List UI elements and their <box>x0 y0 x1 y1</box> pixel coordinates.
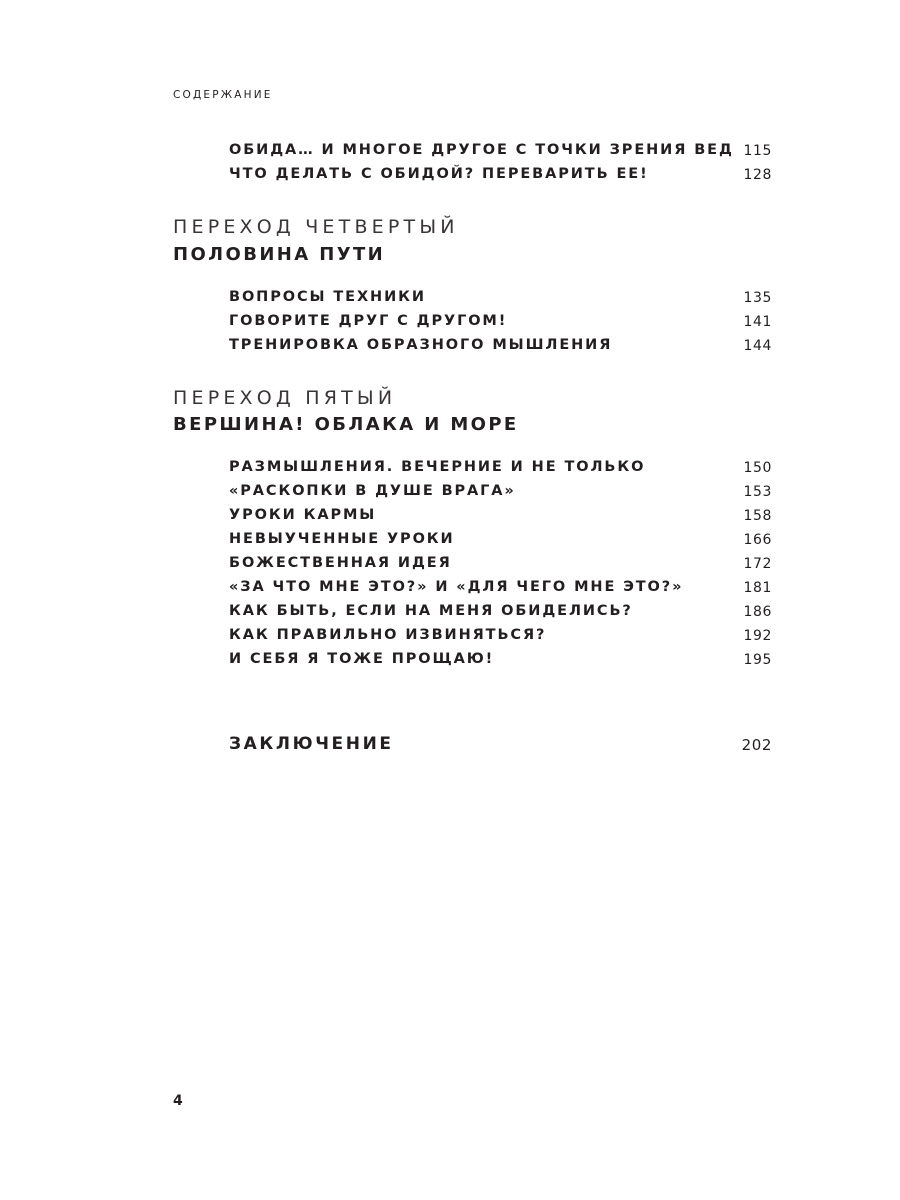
toc-group-part5 <box>0 459 900 675</box>
toc-entry-title: РАЗМЫШЛЕНИЯ. ВЕЧЕРНИЕ И НЕ ТОЛЬКО <box>229 459 646 475</box>
toc-entry <box>0 483 900 507</box>
toc-entry <box>0 603 900 627</box>
part-label: ПЕРЕХОД ЧЕТВЕРТЫЙ <box>173 216 459 238</box>
toc-group-top <box>0 142 900 190</box>
toc-entry-page: 135 <box>743 290 772 306</box>
toc-entry <box>0 166 900 190</box>
toc-entry-title: ЗАКЛЮЧЕНИЕ <box>229 734 394 754</box>
toc-entry-page: 192 <box>743 628 772 644</box>
part-title: ПОЛОВИНА ПУТИ <box>173 244 386 265</box>
toc-entry-title: ВОПРОСЫ ТЕХНИКИ <box>229 289 426 305</box>
toc-entry-page: 141 <box>743 314 772 330</box>
toc-entry-title: ТРЕНИРОВКА ОБРАЗНОГО МЫШЛЕНИЯ <box>229 337 613 353</box>
toc-entry-page: 144 <box>743 338 772 354</box>
toc-entry-page: 150 <box>743 460 772 476</box>
toc-entry <box>0 627 900 651</box>
toc-entry-page: 166 <box>743 532 772 548</box>
toc-entry-page: 172 <box>743 556 772 572</box>
running-head: СОДЕРЖАНИЕ <box>173 89 273 101</box>
part-label: ПЕРЕХОД ПЯТЫЙ <box>173 387 397 409</box>
toc-entry-page: 202 <box>741 736 772 754</box>
part-title: ВЕРШИНА! ОБЛАКА И МОРЕ <box>173 414 519 435</box>
toc-entry-title: КАК БЫТЬ, ЕСЛИ НА МЕНЯ ОБИДЕЛИСЬ? <box>229 603 633 619</box>
toc-entry-title: «РАСКОПКИ В ДУШЕ ВРАГА» <box>229 483 516 499</box>
toc-entry-page: 128 <box>743 167 772 183</box>
toc-entry-title: ЧТО ДЕЛАТЬ С ОБИДОЙ? ПЕРЕВАРИТЬ ЕЕ! <box>229 166 649 182</box>
toc-group-conclusion <box>0 734 900 758</box>
toc-entry <box>0 651 900 675</box>
toc-group-part4 <box>0 289 900 361</box>
toc-entry-conclusion <box>0 734 900 758</box>
toc-entry <box>0 507 900 531</box>
toc-entry <box>0 142 900 166</box>
toc-entry-title: «ЗА ЧТО МНЕ ЭТО?» И «ДЛЯ ЧЕГО МНЕ ЭТО?» <box>229 579 684 595</box>
page-number: 4 <box>173 1093 183 1109</box>
toc-entry <box>0 337 900 361</box>
toc-entry-title: И СЕБЯ Я ТОЖЕ ПРОЩАЮ! <box>229 651 495 667</box>
toc-entry <box>0 555 900 579</box>
toc-entry-page: 181 <box>743 580 772 596</box>
toc-entry <box>0 459 900 483</box>
toc-entry-page: 115 <box>743 143 772 159</box>
toc-entry <box>0 313 900 337</box>
toc-entry <box>0 579 900 603</box>
toc-entry-title: НЕВЫУЧЕННЫЕ УРОКИ <box>229 531 455 547</box>
toc-entry-page: 158 <box>743 508 772 524</box>
toc-entry-title: УРОКИ КАРМЫ <box>229 507 377 523</box>
toc-entry-title: ОБИДА… И МНОГОЕ ДРУГОЕ С ТОЧКИ ЗРЕНИЯ ВЕД <box>229 142 734 158</box>
toc-entry <box>0 531 900 555</box>
toc-entry-title: БОЖЕСТВЕННАЯ ИДЕЯ <box>229 555 452 571</box>
toc-entry-page: 153 <box>743 484 772 500</box>
toc-entry-page: 195 <box>743 652 772 668</box>
toc-entry-title: КАК ПРАВИЛЬНО ИЗВИНЯТЬСЯ? <box>229 627 547 643</box>
toc-entry-page: 186 <box>743 604 772 620</box>
toc-entry-title: ГОВОРИТЕ ДРУГ С ДРУГОМ! <box>229 313 508 329</box>
toc-entry <box>0 289 900 313</box>
